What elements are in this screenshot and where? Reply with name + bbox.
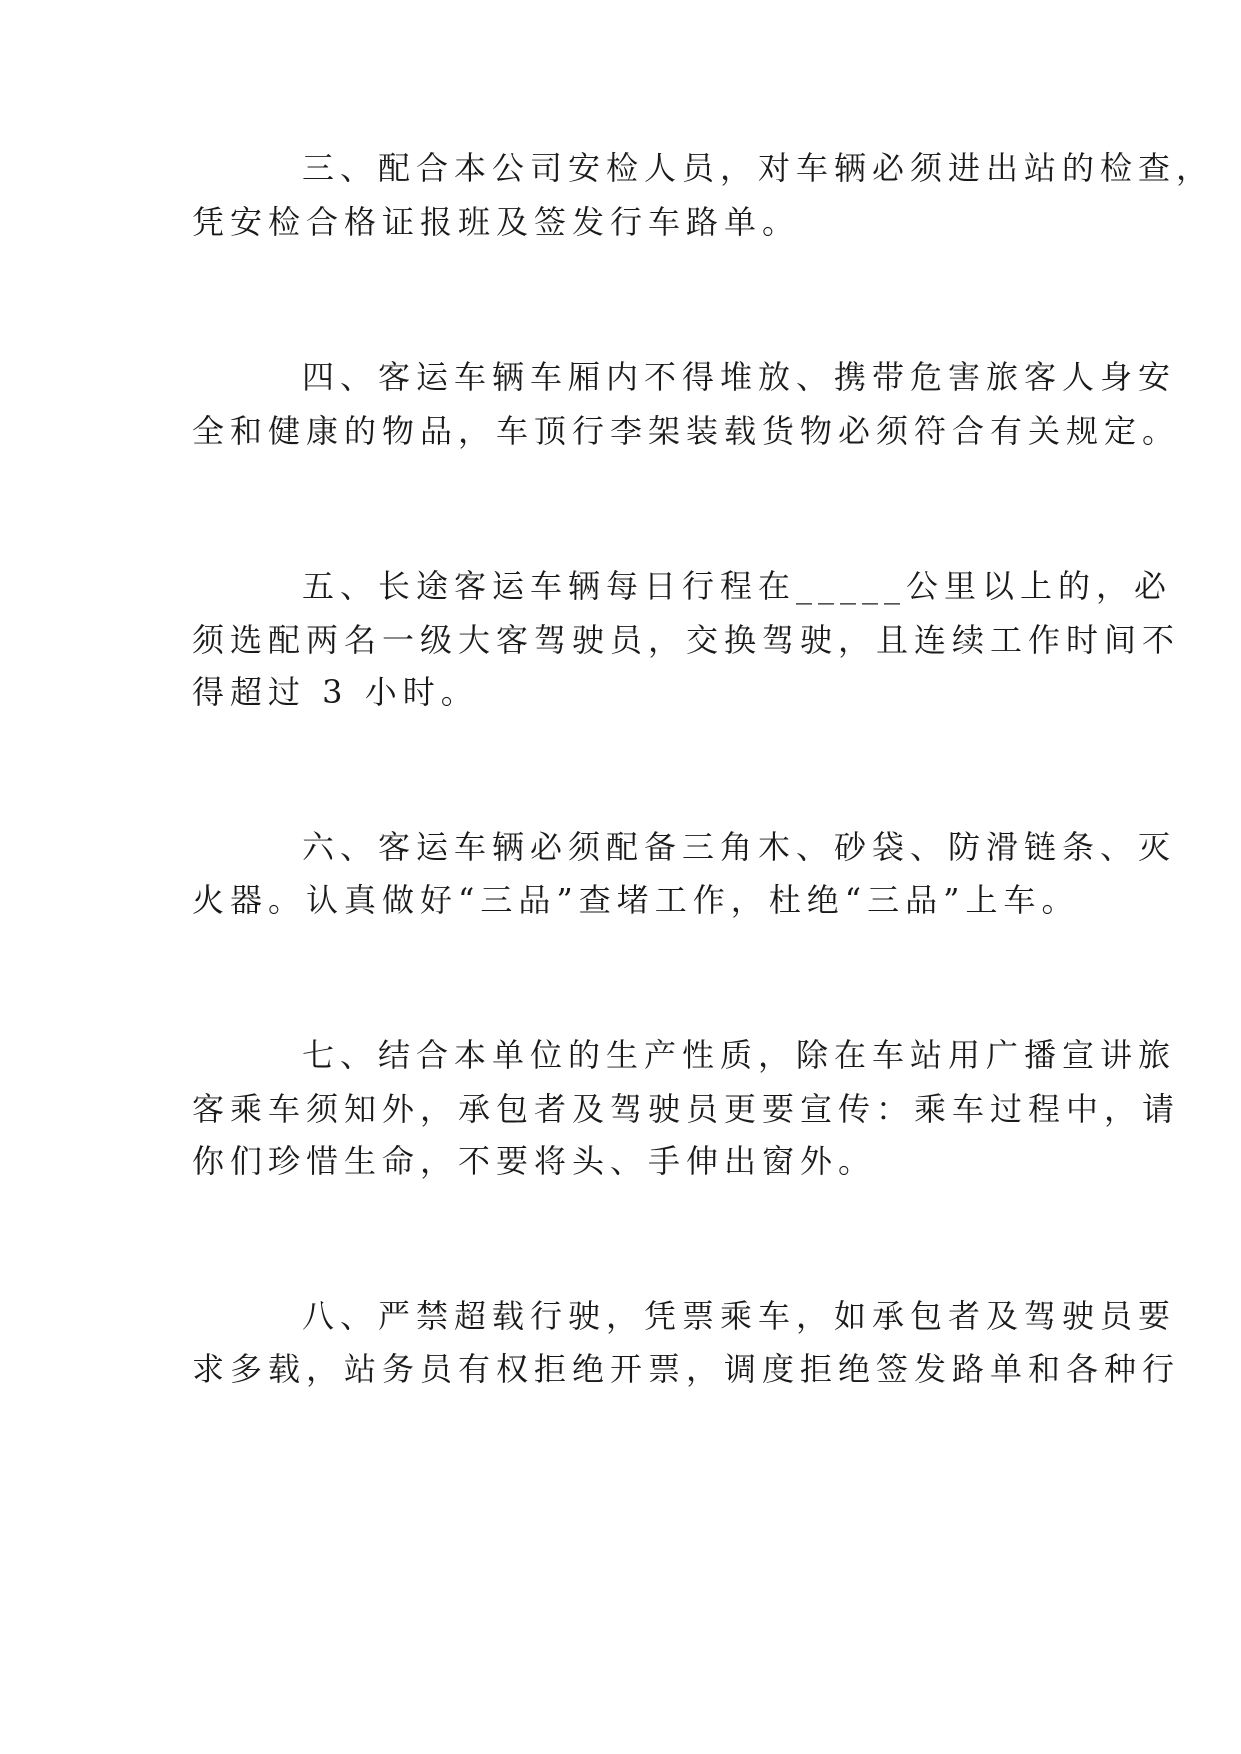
paragraph-line: 你们珍惜生命，不要将头、手伸出窗外。 [192,1142,877,1180]
paragraph-line: 五、长途客运车辆每日行程在_____公里以上的，必 [302,567,1173,605]
paragraph-line: 得超过 3 小时。 [192,673,479,711]
paragraph-line: 七、结合本单位的生产性质，除在车站用广播宣讲旅 [302,1036,1177,1074]
paragraph-line: 八、严禁超载行驶，凭票乘车，如承包者及驾驶员要 [302,1297,1177,1335]
paragraph-line: 全和健康的物品，车顶行李架装载货物必须符合有关规定。 [192,412,1181,450]
paragraph-line: 须选配两名一级大客驾驶员，交换驾驶，且连续工作时间不 [192,621,1181,659]
paragraph-line: 六、客运车辆必须配备三角木、砂袋、防滑链条、灭 [302,828,1177,866]
paragraph-line: 四、客运车辆车厢内不得堆放、携带危害旅客人身安 [302,358,1177,396]
paragraph-line: 凭安检合格证报班及签发行车路单。 [192,203,801,241]
paragraph-line: 三、配合本公司安检人员，对车辆必须进出站的检查， [302,149,1215,187]
paragraph-line: 火器。认真做好“三品”查堵工作，杜绝“三品”上车。 [192,881,1080,919]
paragraph-line: 求多载，站务员有权拒绝开票，调度拒绝签发路单和各种行 [192,1350,1181,1388]
paragraph-line: 客乘车须知外，承包者及驾驶员更要宣传：乘车过程中，请 [192,1090,1181,1128]
